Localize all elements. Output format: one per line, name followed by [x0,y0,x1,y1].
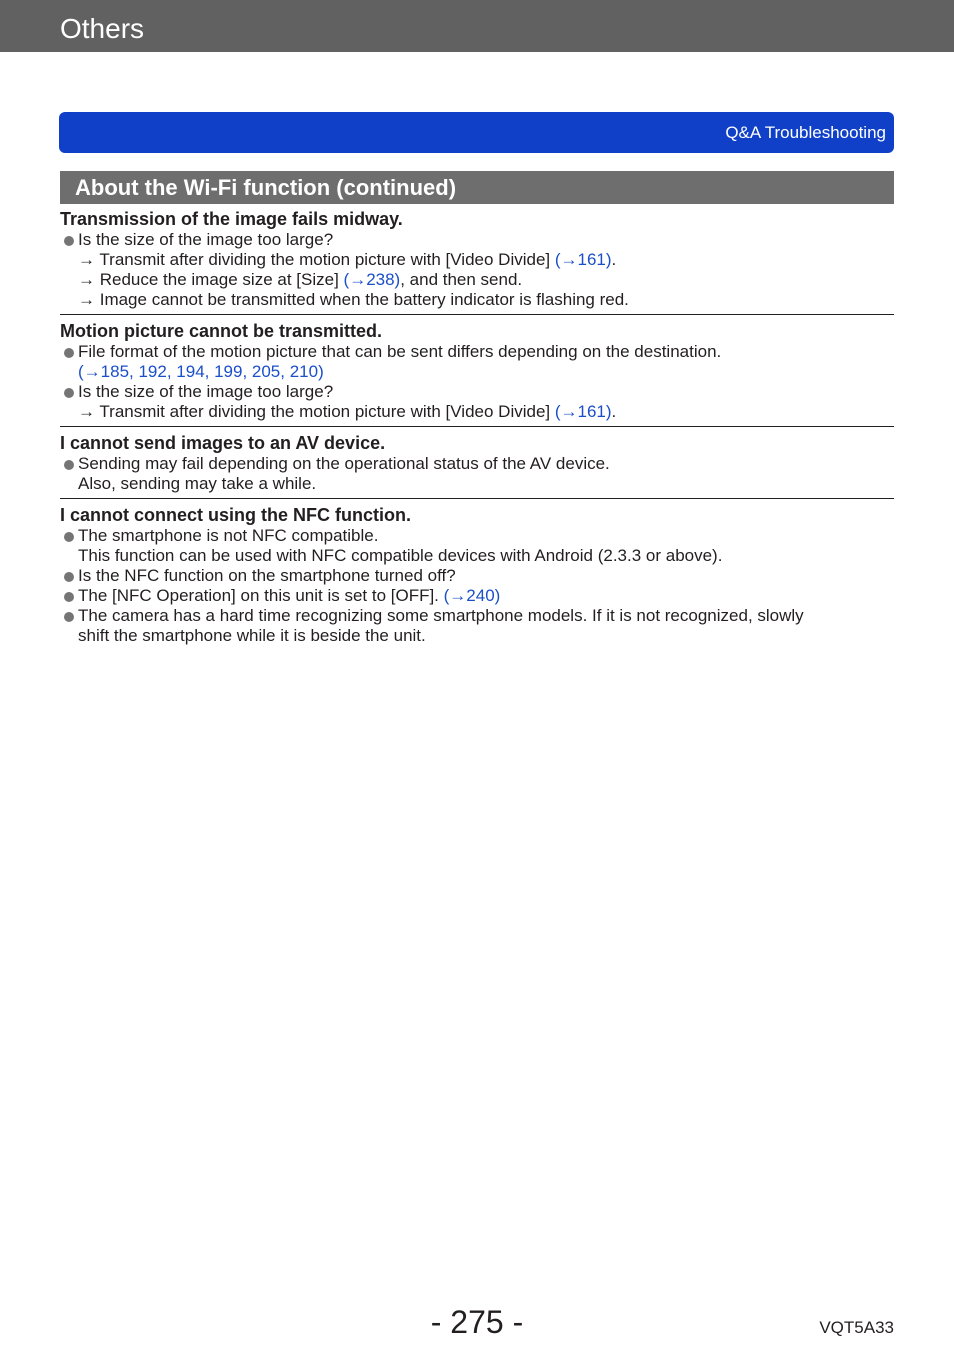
answer-line: shift the smartphone while it is beside the unit. [78,626,426,645]
question-heading: I cannot connect using the NFC function. [60,505,411,525]
answer-line: → Transmit after dividing the motion picture with [Video Divide] (→161). [78,402,617,421]
breadcrumb[interactable]: Q&A Troubleshooting [725,123,886,142]
page-link[interactable]: (→161) [554,250,612,269]
answer-line: File format of the motion picture that can be sent differs depending on the destination. [60,342,894,362]
section-title: About the Wi-Fi function (continued) [75,175,457,200]
header-bar [0,0,954,52]
page-link[interactable]: (→161) [554,402,612,421]
answer-line: Also, sending may take a while. [78,474,317,493]
model-code: VQT5A33 [819,1318,894,1337]
answer-line: Is the size of the image too large? [60,382,894,402]
section-header [60,171,894,204]
answer-line: Is the NFC function on the smartphone turned off? [60,566,894,586]
answer-line: This function can be used with NFC compatible devices with Android (2.3.3 or above). [78,546,723,565]
qa-block-av-device [60,431,894,499]
qa-block-transmission-fails [60,207,894,315]
page-link[interactable]: (→185, 192, 194, 199, 205, 210) [78,362,324,381]
answer-line: The [NFC Operation] on this unit is set to [OFF]. (→240) [60,586,894,606]
qa-block-motion-picture [60,319,894,427]
breadcrumb-banner [59,112,894,153]
page-link[interactable]: (→240) [443,586,501,605]
answer-line: → Image cannot be transmitted when the battery indicator is flashing red. [78,290,629,309]
chapter-title: Others [60,13,145,44]
question-heading: Transmission of the image fails midway. [60,209,403,229]
answer-line: Sending may fail depending on the operational status of the AV device. [60,454,894,474]
answer-line: The camera has a hard time recognizing some smartphone models. If it is not recognized, slowly [60,606,894,626]
qa-block-nfc [60,503,894,650]
answer-line: → Transmit after dividing the motion picture with [Video Divide] (→161). [78,250,617,269]
answer-line: The smartphone is not NFC compatible. [60,526,894,546]
page-number: - 275 - [430,1304,524,1340]
answer-line: Is the size of the image too large? [60,230,894,250]
question-heading: I cannot send images to an AV device. [60,433,386,453]
page-link[interactable]: (→238) [343,270,401,289]
question-heading: Motion picture cannot be transmitted. [60,321,383,341]
answer-line [60,362,894,382]
qa-content [60,207,894,654]
answer-line: → Reduce the image size at [Size] (→238), and then send. [78,270,523,289]
